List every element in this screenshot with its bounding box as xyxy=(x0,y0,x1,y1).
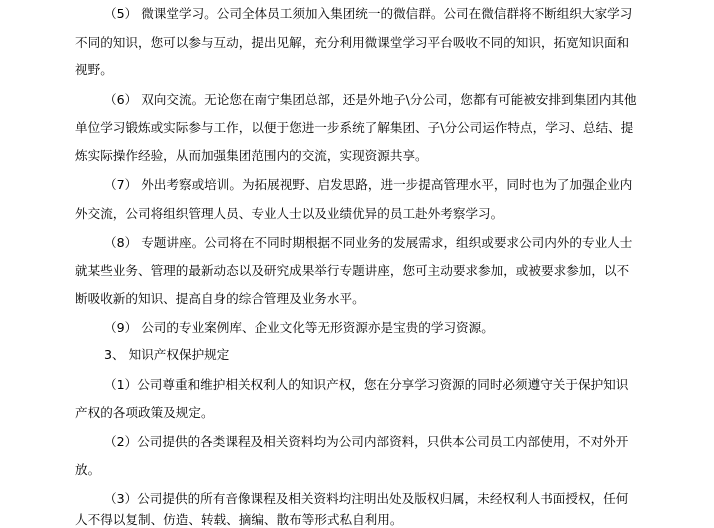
paragraph-5-line-2: 不同的知识，您可以参与互动，提出见解，充分利用微课堂学习平台吸收不同的知识，拓宽知识面和 xyxy=(75,35,630,50)
paragraph-7-line-1: （7） 外出考察或培训。为拓展视野、启发思路，进一步提高管理水平，同时也为了加强企业内 xyxy=(104,177,633,192)
paragraph-6-line-3: 炼实际操作经验，从而加强集团范围内的交流，实现资源共享。 xyxy=(75,148,428,163)
ip-paragraph-3-line-2: 人不得以复制、仿造、转载、摘编、散布等形式私自利用。 xyxy=(75,512,403,527)
paragraph-8-line-2: 就某些业务、管理的最新动态以及研究成果举行专题讲座，您可主动要求参加，或被要求参加，以不 xyxy=(75,263,630,278)
paragraph-7-line-2: 外交流，公司将组织管理人员、专业人士以及业绩优异的员工赴外考察学习。 xyxy=(75,206,504,221)
paragraph-6-line-1: （6） 双向交流。无论您在南宁集团总部，还是外地子\分公司，您都有可能被安排到集团内其他 xyxy=(104,92,637,107)
paragraph-5-line-1: （5） 微课堂学习。公司全体员工须加入集团统一的微信群。公司在微信群将不断组织大家学习 xyxy=(104,6,633,21)
ip-paragraph-2-line-1: （2）公司提供的各类课程及相关资料均为公司内部资料，只供本公司员工内部使用，不对外开 xyxy=(104,434,629,449)
ip-paragraph-1-line-2: 产权的各项政策及规定。 xyxy=(75,405,214,420)
ip-paragraph-1-line-1: （1）公司尊重和维护相关权利人的知识产权，您在分享学习资源的同时必须遵守关于保护知识 xyxy=(104,377,629,392)
paragraph-6-line-2: 单位学习锻炼或实际参与工作，以便于您进一步系统了解集团、子\分公司运作特点，学习、总结、提 xyxy=(75,120,634,135)
paragraph-9-line-1: （9） 公司的专业案例库、企业文化等无形资源亦是宝贵的学习资源。 xyxy=(104,320,494,335)
paragraph-8-line-3: 断吸收新的知识、提高自身的综合管理及业务水平。 xyxy=(75,291,365,306)
paragraph-5-line-3: 视野。 xyxy=(75,62,113,77)
ip-paragraph-3-line-1: （3）公司提供的所有音像课程及相关资料均注明出处及版权归属，未经权利人书面授权，任何 xyxy=(104,491,629,506)
ip-paragraph-2-line-2: 放。 xyxy=(75,462,101,477)
section-heading-ip: 3、 知识产权保护规定 xyxy=(104,347,230,362)
paragraph-8-line-1: （8） 专题讲座。公司将在不同时期根据不同业务的发展需求，组织或要求公司内外的专业人士 xyxy=(104,235,633,250)
